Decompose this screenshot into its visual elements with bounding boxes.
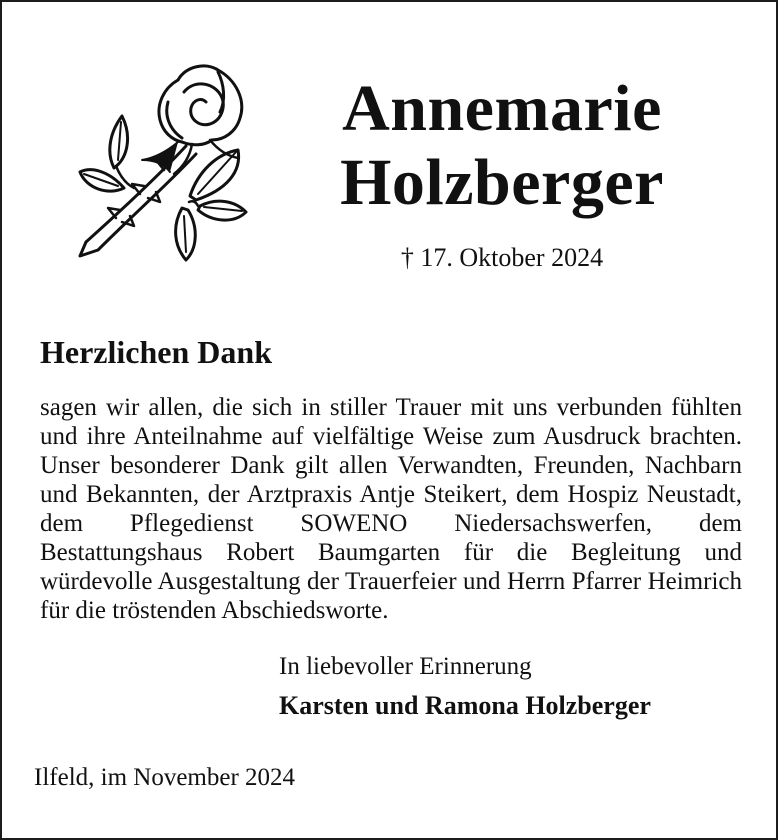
deceased-name-line1: Annemarie [342, 72, 662, 145]
memory-block [279, 652, 651, 722]
family-signature: Karsten und Ramona Holzberger [279, 691, 651, 720]
title-block [260, 72, 744, 274]
deceased-name-line2: Holzberger [340, 146, 664, 219]
place-date-line: Ilfeld, im November 2024 [34, 764, 296, 791]
death-date: † 17. Oktober 2024 [400, 243, 604, 272]
thanks-heading: Herzlichen Dank [40, 334, 272, 370]
rose-icon [60, 50, 285, 275]
memory-line: In liebevoller Erinnerung [279, 653, 532, 680]
thanks-text: sagen wir allen, die sich in stiller Trauer mit uns verbunden fühlten und ihre Anteilnahme auf vielfältige Weise zum Ausdruck brachten. Unser besonderer Dank gilt allen Verwandten, Freunden, Nachbarn und Bekannten, der Arztpraxis Antje Steikert, dem Hospiz Neustadt, dem Pflegedienst SOWENO Niedersachswerfen, dem Bestattungshaus Robert Baumgarten für die Begleitung und würdevolle Ausgestaltung der Trauerfeier und Herrn Pfarrer Heimrich für die tröstenden Abschiedsworte. [40, 394, 742, 624]
